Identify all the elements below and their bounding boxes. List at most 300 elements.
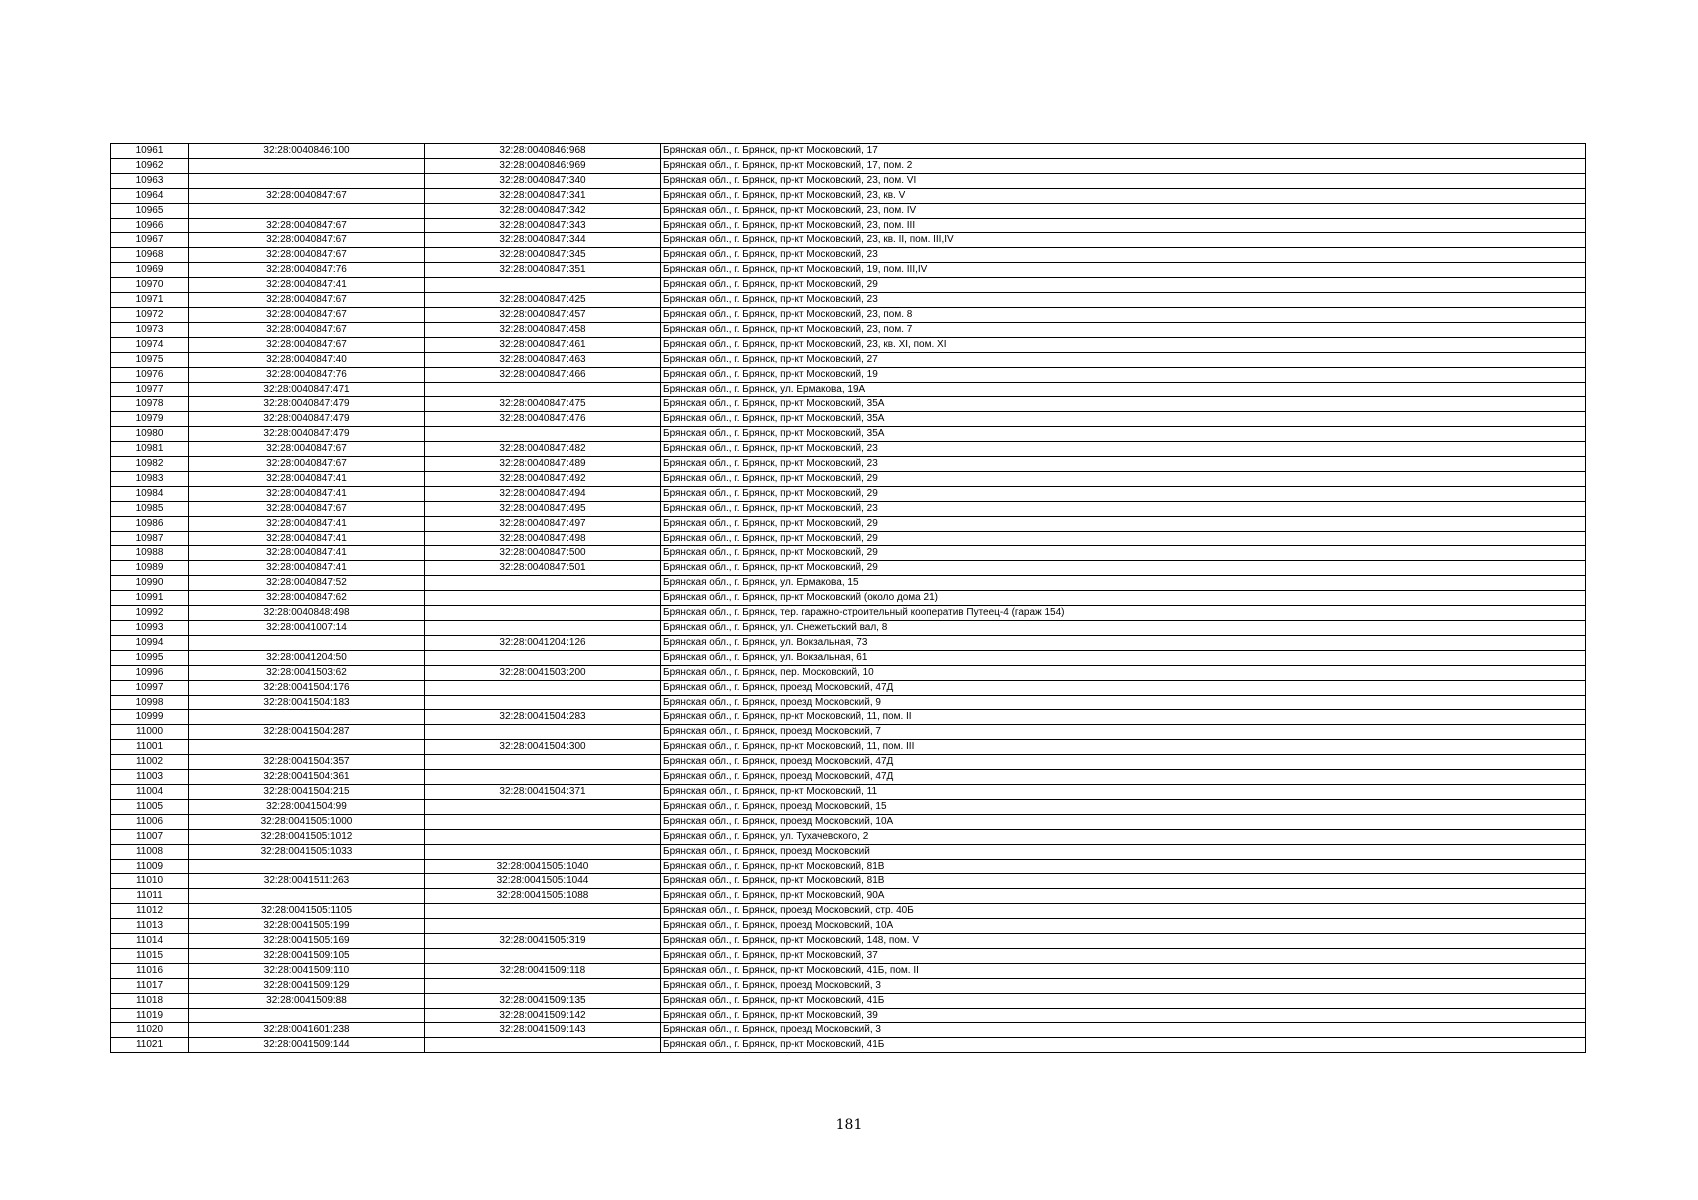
land-cadastral-number-cell: 32:28:0040847:479 [189, 397, 425, 412]
land-cadastral-number-cell: 32:28:0041509:144 [189, 1038, 425, 1053]
row-number-cell: 11017 [111, 978, 189, 993]
object-cadastral-number-cell: 32:28:0040847:475 [425, 397, 661, 412]
land-cadastral-number-cell [189, 173, 425, 188]
object-cadastral-number-cell: 32:28:0041509:142 [425, 1008, 661, 1023]
land-cadastral-number-cell [189, 889, 425, 904]
object-cadastral-number-cell [425, 382, 661, 397]
object-cadastral-number-cell [425, 427, 661, 442]
land-cadastral-number-cell: 32:28:0041204:50 [189, 650, 425, 665]
land-cadastral-number-cell: 32:28:0040847:67 [189, 442, 425, 457]
row-number-cell: 11006 [111, 814, 189, 829]
object-cadastral-number-cell [425, 799, 661, 814]
land-cadastral-number-cell: 32:28:0041505:199 [189, 919, 425, 934]
land-cadastral-number-cell: 32:28:0040847:41 [189, 516, 425, 531]
table-row [111, 904, 1586, 919]
address-cell: Брянская обл., г. Брянск, пер. Московский, 10 [661, 665, 1586, 680]
address-cell: Брянская обл., г. Брянск, проезд Московский, 47Д [661, 755, 1586, 770]
table-row [111, 278, 1586, 293]
row-number-cell: 11000 [111, 725, 189, 740]
table-row [111, 471, 1586, 486]
address-cell: Брянская обл., г. Брянск, пр-кт Московский, 23, кв. V [661, 188, 1586, 203]
address-cell: Брянская обл., г. Брянск, пр-кт Московский, 23, пом. IV [661, 203, 1586, 218]
land-cadastral-number-cell: 32:28:0041503:62 [189, 665, 425, 680]
address-cell: Брянская обл., г. Брянск, пр-кт Московский, 23 [661, 501, 1586, 516]
address-cell: Брянская обл., г. Брянск, проезд Московский, 47Д [661, 770, 1586, 785]
table-row [111, 665, 1586, 680]
object-cadastral-number-cell: 32:28:0040847:340 [425, 173, 661, 188]
table-row [111, 606, 1586, 621]
row-number-cell: 11010 [111, 874, 189, 889]
object-cadastral-number-cell: 32:28:0040847:501 [425, 561, 661, 576]
object-cadastral-number-cell: 32:28:0041504:371 [425, 784, 661, 799]
address-cell: Брянская обл., г. Брянск, пр-кт Московский, 29 [661, 278, 1586, 293]
object-cadastral-number-cell: 32:28:0040847:461 [425, 337, 661, 352]
address-cell: Брянская обл., г. Брянск, проезд Московский, 10А [661, 919, 1586, 934]
row-number-cell: 10991 [111, 591, 189, 606]
land-cadastral-number-cell: 32:28:0041504:99 [189, 799, 425, 814]
object-cadastral-number-cell: 32:28:0041505:1044 [425, 874, 661, 889]
address-cell: Брянская обл., г. Брянск, пр-кт Московский, 11, пом. II [661, 710, 1586, 725]
row-number-cell: 10982 [111, 457, 189, 472]
table-row [111, 1008, 1586, 1023]
object-cadastral-number-cell [425, 278, 661, 293]
table-row [111, 322, 1586, 337]
address-cell: Брянская обл., г. Брянск, пр-кт Московский, 35А [661, 412, 1586, 427]
table-row [111, 993, 1586, 1008]
land-cadastral-number-cell: 32:28:0040847:76 [189, 367, 425, 382]
land-cadastral-number-cell: 32:28:0040847:67 [189, 218, 425, 233]
table-row [111, 591, 1586, 606]
land-cadastral-number-cell: 32:28:0041505:1000 [189, 814, 425, 829]
address-cell: Брянская обл., г. Брянск, пр-кт Московский, 23, пом. 8 [661, 307, 1586, 322]
object-cadastral-number-cell: 32:28:0041509:143 [425, 1023, 661, 1038]
table-row [111, 844, 1586, 859]
address-cell: Брянская обл., г. Брянск, пр-кт Московский, 27 [661, 352, 1586, 367]
table-row [111, 650, 1586, 665]
address-cell: Брянская обл., г. Брянск, пр-кт Московский, 23 [661, 248, 1586, 263]
land-cadastral-number-cell: 32:28:0041509:105 [189, 948, 425, 963]
row-number-cell: 10975 [111, 352, 189, 367]
table-row [111, 546, 1586, 561]
table-row [111, 307, 1586, 322]
row-number-cell: 10989 [111, 561, 189, 576]
address-cell: Брянская обл., г. Брянск, проезд Московский, 9 [661, 695, 1586, 710]
row-number-cell: 11019 [111, 1008, 189, 1023]
row-number-cell: 10979 [111, 412, 189, 427]
table-row [111, 248, 1586, 263]
row-number-cell: 10974 [111, 337, 189, 352]
address-cell: Брянская обл., г. Брянск, пр-кт Московский, 29 [661, 471, 1586, 486]
land-cadastral-number-cell: 32:28:0041504:287 [189, 725, 425, 740]
address-cell: Брянская обл., г. Брянск, пр-кт Московский, 23, пом. III [661, 218, 1586, 233]
object-cadastral-number-cell: 32:28:0040847:342 [425, 203, 661, 218]
address-cell: Брянская обл., г. Брянск, пр-кт Московский, 41Б, пом. II [661, 963, 1586, 978]
land-cadastral-number-cell: 32:28:0040846:100 [189, 144, 425, 159]
table-row [111, 814, 1586, 829]
address-cell: Брянская обл., г. Брянск, ул. Вокзальная, 73 [661, 635, 1586, 650]
object-cadastral-number-cell [425, 695, 661, 710]
table-row [111, 337, 1586, 352]
land-cadastral-number-cell: 32:28:0040847:41 [189, 278, 425, 293]
address-cell: Брянская обл., г. Брянск, пр-кт Московский, 81В [661, 874, 1586, 889]
land-cadastral-number-cell: 32:28:0041505:169 [189, 934, 425, 949]
land-cadastral-number-cell: 32:28:0040847:67 [189, 322, 425, 337]
land-cadastral-number-cell: 32:28:0040847:67 [189, 307, 425, 322]
table-row [111, 755, 1586, 770]
table-row [111, 501, 1586, 516]
table-row [111, 158, 1586, 173]
row-number-cell: 10981 [111, 442, 189, 457]
land-cadastral-number-cell: 32:28:0040847:41 [189, 471, 425, 486]
row-number-cell: 10966 [111, 218, 189, 233]
row-number-cell: 10998 [111, 695, 189, 710]
object-cadastral-number-cell: 32:28:0040847:345 [425, 248, 661, 263]
table-row [111, 412, 1586, 427]
object-cadastral-number-cell [425, 844, 661, 859]
table-row [111, 948, 1586, 963]
row-number-cell: 10968 [111, 248, 189, 263]
registry-table [110, 143, 1586, 1053]
land-cadastral-number-cell [189, 859, 425, 874]
address-cell: Брянская обл., г. Брянск, проезд Московский, 3 [661, 1023, 1586, 1038]
land-cadastral-number-cell: 32:28:0040847:479 [189, 412, 425, 427]
table-row [111, 963, 1586, 978]
table-row [111, 859, 1586, 874]
address-cell: Брянская обл., г. Брянск, ул. Вокзальная, 61 [661, 650, 1586, 665]
land-cadastral-number-cell: 32:28:0040847:76 [189, 263, 425, 278]
address-cell: Брянская обл., г. Брянск, проезд Московский, 47Д [661, 680, 1586, 695]
row-number-cell: 10962 [111, 158, 189, 173]
table-row [111, 293, 1586, 308]
table-row [111, 829, 1586, 844]
table-row [111, 710, 1586, 725]
address-cell: Брянская обл., г. Брянск, пр-кт Московский, 23 [661, 442, 1586, 457]
land-cadastral-number-cell: 32:28:0040847:67 [189, 337, 425, 352]
table-row [111, 397, 1586, 412]
object-cadastral-number-cell [425, 829, 661, 844]
row-number-cell: 11003 [111, 770, 189, 785]
address-cell: Брянская обл., г. Брянск, проезд Московский [661, 844, 1586, 859]
table-row [111, 188, 1586, 203]
row-number-cell: 11015 [111, 948, 189, 963]
row-number-cell: 10972 [111, 307, 189, 322]
land-cadastral-number-cell: 32:28:0040847:40 [189, 352, 425, 367]
address-cell: Брянская обл., г. Брянск, проезд Московский, 7 [661, 725, 1586, 740]
address-cell: Брянская обл., г. Брянск, пр-кт Московский, 23, кв. II, пом. III,IV [661, 233, 1586, 248]
object-cadastral-number-cell: 32:28:0040847:458 [425, 322, 661, 337]
table-row [111, 740, 1586, 755]
row-number-cell: 10986 [111, 516, 189, 531]
row-number-cell: 11008 [111, 844, 189, 859]
table-row [111, 635, 1586, 650]
row-number-cell: 10992 [111, 606, 189, 621]
table-row [111, 486, 1586, 501]
row-number-cell: 10990 [111, 576, 189, 591]
object-cadastral-number-cell: 32:28:0040847:341 [425, 188, 661, 203]
land-cadastral-number-cell: 32:28:0040847:52 [189, 576, 425, 591]
object-cadastral-number-cell: 32:28:0041505:1088 [425, 889, 661, 904]
object-cadastral-number-cell [425, 591, 661, 606]
row-number-cell: 10997 [111, 680, 189, 695]
address-cell: Брянская обл., г. Брянск, пр-кт Московский, 11 [661, 784, 1586, 799]
address-cell: Брянская обл., г. Брянск, пр-кт Московский, 23, пом. 7 [661, 322, 1586, 337]
address-cell: Брянская обл., г. Брянск, пр-кт Московский, 90А [661, 889, 1586, 904]
land-cadastral-number-cell: 32:28:0041504:183 [189, 695, 425, 710]
land-cadastral-number-cell [189, 635, 425, 650]
row-number-cell: 11020 [111, 1023, 189, 1038]
address-cell: Брянская обл., г. Брянск, пр-кт Московский, 29 [661, 486, 1586, 501]
row-number-cell: 10965 [111, 203, 189, 218]
registry-table-body [111, 144, 1586, 1053]
table-row [111, 442, 1586, 457]
row-number-cell: 10970 [111, 278, 189, 293]
land-cadastral-number-cell: 32:28:0040847:67 [189, 457, 425, 472]
row-number-cell: 10980 [111, 427, 189, 442]
address-cell: Брянская обл., г. Брянск, пр-кт Московский, 29 [661, 531, 1586, 546]
table-row [111, 263, 1586, 278]
row-number-cell: 10983 [111, 471, 189, 486]
land-cadastral-number-cell: 32:28:0040847:67 [189, 188, 425, 203]
row-number-cell: 10978 [111, 397, 189, 412]
row-number-cell: 11018 [111, 993, 189, 1008]
row-number-cell: 11001 [111, 740, 189, 755]
row-number-cell: 11005 [111, 799, 189, 814]
land-cadastral-number-cell [189, 740, 425, 755]
land-cadastral-number-cell: 32:28:0041509:110 [189, 963, 425, 978]
table-row [111, 382, 1586, 397]
table-row [111, 1038, 1586, 1053]
object-cadastral-number-cell: 32:28:0040847:482 [425, 442, 661, 457]
land-cadastral-number-cell: 32:28:0040847:41 [189, 531, 425, 546]
object-cadastral-number-cell: 32:28:0040847:343 [425, 218, 661, 233]
land-cadastral-number-cell: 32:28:0041509:129 [189, 978, 425, 993]
row-number-cell: 10971 [111, 293, 189, 308]
address-cell: Брянская обл., г. Брянск, пр-кт Московский, 23, пом. VI [661, 173, 1586, 188]
table-row [111, 173, 1586, 188]
table-row [111, 621, 1586, 636]
object-cadastral-number-cell [425, 621, 661, 636]
address-cell: Брянская обл., г. Брянск, пр-кт Московский, 41Б [661, 993, 1586, 1008]
table-row [111, 576, 1586, 591]
page-number: 181 [835, 1117, 863, 1133]
object-cadastral-number-cell [425, 919, 661, 934]
address-cell: Брянская обл., г. Брянск, пр-кт Московский, 29 [661, 561, 1586, 576]
object-cadastral-number-cell [425, 904, 661, 919]
land-cadastral-number-cell: 32:28:0040848:498 [189, 606, 425, 621]
land-cadastral-number-cell: 32:28:0040847:67 [189, 248, 425, 263]
land-cadastral-number-cell: 32:28:0040847:41 [189, 561, 425, 576]
object-cadastral-number-cell: 32:28:0040847:344 [425, 233, 661, 248]
table-row [111, 695, 1586, 710]
address-cell: Брянская обл., г. Брянск, проезд Московский, 10А [661, 814, 1586, 829]
row-number-cell: 11011 [111, 889, 189, 904]
object-cadastral-number-cell: 32:28:0041504:283 [425, 710, 661, 725]
land-cadastral-number-cell: 32:28:0040847:67 [189, 233, 425, 248]
row-number-cell: 11014 [111, 934, 189, 949]
row-number-cell: 10973 [111, 322, 189, 337]
object-cadastral-number-cell: 32:28:0040847:492 [425, 471, 661, 486]
object-cadastral-number-cell: 32:28:0040847:476 [425, 412, 661, 427]
address-cell: Брянская обл., г. Брянск, пр-кт Московский, 19, пом. III,IV [661, 263, 1586, 278]
address-cell: Брянская обл., г. Брянск, пр-кт Московский, 81В [661, 859, 1586, 874]
row-number-cell: 10996 [111, 665, 189, 680]
address-cell: Брянская обл., г. Брянск, пр-кт Московский, 29 [661, 546, 1586, 561]
object-cadastral-number-cell: 32:28:0041505:1040 [425, 859, 661, 874]
object-cadastral-number-cell [425, 1038, 661, 1053]
land-cadastral-number-cell: 32:28:0041511:263 [189, 874, 425, 889]
row-number-cell: 10995 [111, 650, 189, 665]
object-cadastral-number-cell: 32:28:0040847:497 [425, 516, 661, 531]
address-cell: Брянская обл., г. Брянск, пр-кт Московский (около дома 21) [661, 591, 1586, 606]
address-cell: Брянская обл., г. Брянск, тер. гаражно-строительный кооператив Путеец-4 (гараж 154) [661, 606, 1586, 621]
address-cell: Брянская обл., г. Брянск, ул. Тухачевского, 2 [661, 829, 1586, 844]
object-cadastral-number-cell: 32:28:0040847:351 [425, 263, 661, 278]
row-number-cell: 11013 [111, 919, 189, 934]
row-number-cell: 10963 [111, 173, 189, 188]
row-number-cell: 10993 [111, 621, 189, 636]
address-cell: Брянская обл., г. Брянск, пр-кт Московский, 35А [661, 397, 1586, 412]
address-cell: Брянская обл., г. Брянск, пр-кт Московский, 23 [661, 293, 1586, 308]
table-row [111, 203, 1586, 218]
row-number-cell: 10994 [111, 635, 189, 650]
land-cadastral-number-cell: 32:28:0041505:1033 [189, 844, 425, 859]
table-row [111, 218, 1586, 233]
object-cadastral-number-cell [425, 650, 661, 665]
address-cell: Брянская обл., г. Брянск, пр-кт Московский, 35А [661, 427, 1586, 442]
land-cadastral-number-cell: 32:28:0041504:361 [189, 770, 425, 785]
table-row [111, 770, 1586, 785]
row-number-cell: 10976 [111, 367, 189, 382]
land-cadastral-number-cell [189, 710, 425, 725]
table-row [111, 233, 1586, 248]
table-row [111, 874, 1586, 889]
table-row [111, 531, 1586, 546]
table-row [111, 561, 1586, 576]
object-cadastral-number-cell: 32:28:0040847:425 [425, 293, 661, 308]
land-cadastral-number-cell: 32:28:0040847:41 [189, 486, 425, 501]
object-cadastral-number-cell [425, 725, 661, 740]
object-cadastral-number-cell: 32:28:0041504:300 [425, 740, 661, 755]
object-cadastral-number-cell: 32:28:0040847:489 [425, 457, 661, 472]
address-cell: Брянская обл., г. Брянск, проезд Московский, 15 [661, 799, 1586, 814]
land-cadastral-number-cell: 32:28:0040847:479 [189, 427, 425, 442]
table-row [111, 457, 1586, 472]
row-number-cell: 11002 [111, 755, 189, 770]
address-cell: Брянская обл., г. Брянск, ул. Ермакова, 15 [661, 576, 1586, 591]
land-cadastral-number-cell: 32:28:0040847:67 [189, 501, 425, 516]
address-cell: Брянская обл., г. Брянск, пр-кт Московский, 29 [661, 516, 1586, 531]
address-cell: Брянская обл., г. Брянск, пр-кт Московский, 19 [661, 367, 1586, 382]
land-cadastral-number-cell: 32:28:0041007:14 [189, 621, 425, 636]
object-cadastral-number-cell [425, 948, 661, 963]
object-cadastral-number-cell: 32:28:0040847:494 [425, 486, 661, 501]
table-row [111, 516, 1586, 531]
land-cadastral-number-cell: 32:28:0041505:1012 [189, 829, 425, 844]
object-cadastral-number-cell: 32:28:0040847:463 [425, 352, 661, 367]
table-row [111, 799, 1586, 814]
address-cell: Брянская обл., г. Брянск, пр-кт Московский, 148, пом. V [661, 934, 1586, 949]
address-cell: Брянская обл., г. Брянск, пр-кт Московский, 11, пом. III [661, 740, 1586, 755]
table-row [111, 367, 1586, 382]
row-number-cell: 11012 [111, 904, 189, 919]
row-number-cell: 10987 [111, 531, 189, 546]
table-row [111, 144, 1586, 159]
object-cadastral-number-cell: 32:28:0040847:500 [425, 546, 661, 561]
row-number-cell: 10988 [111, 546, 189, 561]
table-row [111, 352, 1586, 367]
object-cadastral-number-cell [425, 680, 661, 695]
table-row [111, 725, 1586, 740]
row-number-cell: 11016 [111, 963, 189, 978]
object-cadastral-number-cell [425, 606, 661, 621]
table-row [111, 680, 1586, 695]
row-number-cell: 11004 [111, 784, 189, 799]
row-number-cell: 10985 [111, 501, 189, 516]
table-row [111, 978, 1586, 993]
object-cadastral-number-cell: 32:28:0040847:466 [425, 367, 661, 382]
address-cell: Брянская обл., г. Брянск, проезд Московский, 3 [661, 978, 1586, 993]
land-cadastral-number-cell: 32:28:0040847:41 [189, 546, 425, 561]
object-cadastral-number-cell: 32:28:0041505:319 [425, 934, 661, 949]
table-row [111, 427, 1586, 442]
address-cell: Брянская обл., г. Брянск, пр-кт Московский, 23, кв. XI, пом. XI [661, 337, 1586, 352]
object-cadastral-number-cell [425, 755, 661, 770]
table-row [111, 889, 1586, 904]
row-number-cell: 10984 [111, 486, 189, 501]
land-cadastral-number-cell: 32:28:0040847:471 [189, 382, 425, 397]
object-cadastral-number-cell [425, 978, 661, 993]
address-cell: Брянская обл., г. Брянск, ул. Ермакова, 19А [661, 382, 1586, 397]
address-cell: Брянская обл., г. Брянск, пр-кт Московский, 41Б [661, 1038, 1586, 1053]
object-cadastral-number-cell: 32:28:0041503:200 [425, 665, 661, 680]
address-cell: Брянская обл., г. Брянск, пр-кт Московский, 39 [661, 1008, 1586, 1023]
table-row [111, 934, 1586, 949]
table-row [111, 784, 1586, 799]
row-number-cell: 10977 [111, 382, 189, 397]
land-cadastral-number-cell: 32:28:0041505:1105 [189, 904, 425, 919]
object-cadastral-number-cell [425, 814, 661, 829]
address-cell: Брянская обл., г. Брянск, проезд Московский, стр. 40Б [661, 904, 1586, 919]
address-cell: Брянская обл., г. Брянск, пр-кт Московский, 23 [661, 457, 1586, 472]
row-number-cell: 11009 [111, 859, 189, 874]
object-cadastral-number-cell [425, 576, 661, 591]
object-cadastral-number-cell: 32:28:0041509:135 [425, 993, 661, 1008]
object-cadastral-number-cell: 32:28:0040847:457 [425, 307, 661, 322]
object-cadastral-number-cell: 32:28:0041204:126 [425, 635, 661, 650]
row-number-cell: 10967 [111, 233, 189, 248]
land-cadastral-number-cell [189, 158, 425, 173]
object-cadastral-number-cell: 32:28:0040847:498 [425, 531, 661, 546]
row-number-cell: 11021 [111, 1038, 189, 1053]
object-cadastral-number-cell: 32:28:0041509:118 [425, 963, 661, 978]
land-cadastral-number-cell [189, 1008, 425, 1023]
land-cadastral-number-cell: 32:28:0041509:88 [189, 993, 425, 1008]
land-cadastral-number-cell: 32:28:0041601:238 [189, 1023, 425, 1038]
object-cadastral-number-cell: 32:28:0040846:968 [425, 144, 661, 159]
land-cadastral-number-cell: 32:28:0041504:357 [189, 755, 425, 770]
row-number-cell: 10999 [111, 710, 189, 725]
object-cadastral-number-cell: 32:28:0040847:495 [425, 501, 661, 516]
row-number-cell: 10961 [111, 144, 189, 159]
table-row [111, 919, 1586, 934]
row-number-cell: 11007 [111, 829, 189, 844]
land-cadastral-number-cell [189, 203, 425, 218]
table-row [111, 1023, 1586, 1038]
object-cadastral-number-cell [425, 770, 661, 785]
land-cadastral-number-cell: 32:28:0040847:62 [189, 591, 425, 606]
address-cell: Брянская обл., г. Брянск, пр-кт Московский, 37 [661, 948, 1586, 963]
land-cadastral-number-cell: 32:28:0041504:215 [189, 784, 425, 799]
